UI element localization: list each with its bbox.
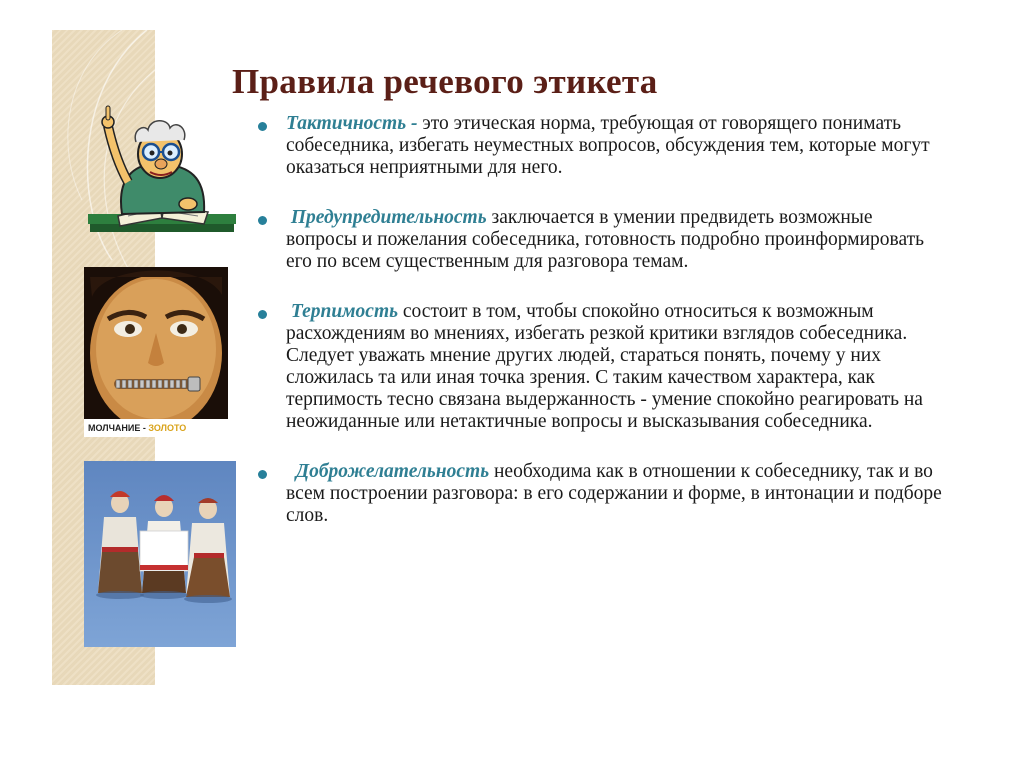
zipped-mouth-face-image [84,267,228,437]
term-tact: Тактичность - [286,113,418,134]
teacher-cartoon-image [88,104,236,236]
list-item [256,113,946,179]
list-item [256,461,946,527]
item-text: необходима как в отношении к собеседнику, так и во всем построении разговора: в его содержании и форме, в интонации и подборе слов. [286,461,942,526]
folk-dolls-image [84,461,236,647]
list-item [256,301,946,433]
term-goodwill: Доброжелательность [295,461,490,482]
bullet-icon [258,310,267,319]
term-tolerance: Терпимость [290,301,399,322]
face-caption [84,419,228,437]
item-text: состоит в том, чтобы спокойно относиться к возможным расхождениям во мнениях, избегать резкой критики взглядов собеседника. Следует уважать мнение других людей, стараться понять, почему у них сложилась та или иная точка зрения. С таким качеством характера, как терпимость тесно связана выдержанность - умение спокойно реагировать на неожиданные или нетактичные вопросы и высказывания собеседника. [286,301,923,432]
item-text: это этическая норма, требующая от говорящего понимать собеседника, избегать неуместных вопросов, обсуждения тем, которые могут оказаться неприятными для него. [286,113,930,178]
bullet-icon [258,216,267,225]
item-text: заключается в умении предвидеть возможные вопросы и пожелания собеседника, готовность подробно проинформировать его по всем существенным для разговора темам. [286,207,925,272]
slide-title: Правила речевого этикета [232,62,658,101]
rules-list [256,113,946,527]
caption-gold: ЗОЛОТО [148,423,187,433]
caption-silence: МОЛЧАНИЕ - [88,423,149,433]
bullet-icon [258,470,267,479]
term-thoughtfulness: Предупредительность [290,207,487,228]
list-item [256,207,946,273]
bullet-icon [258,122,267,131]
